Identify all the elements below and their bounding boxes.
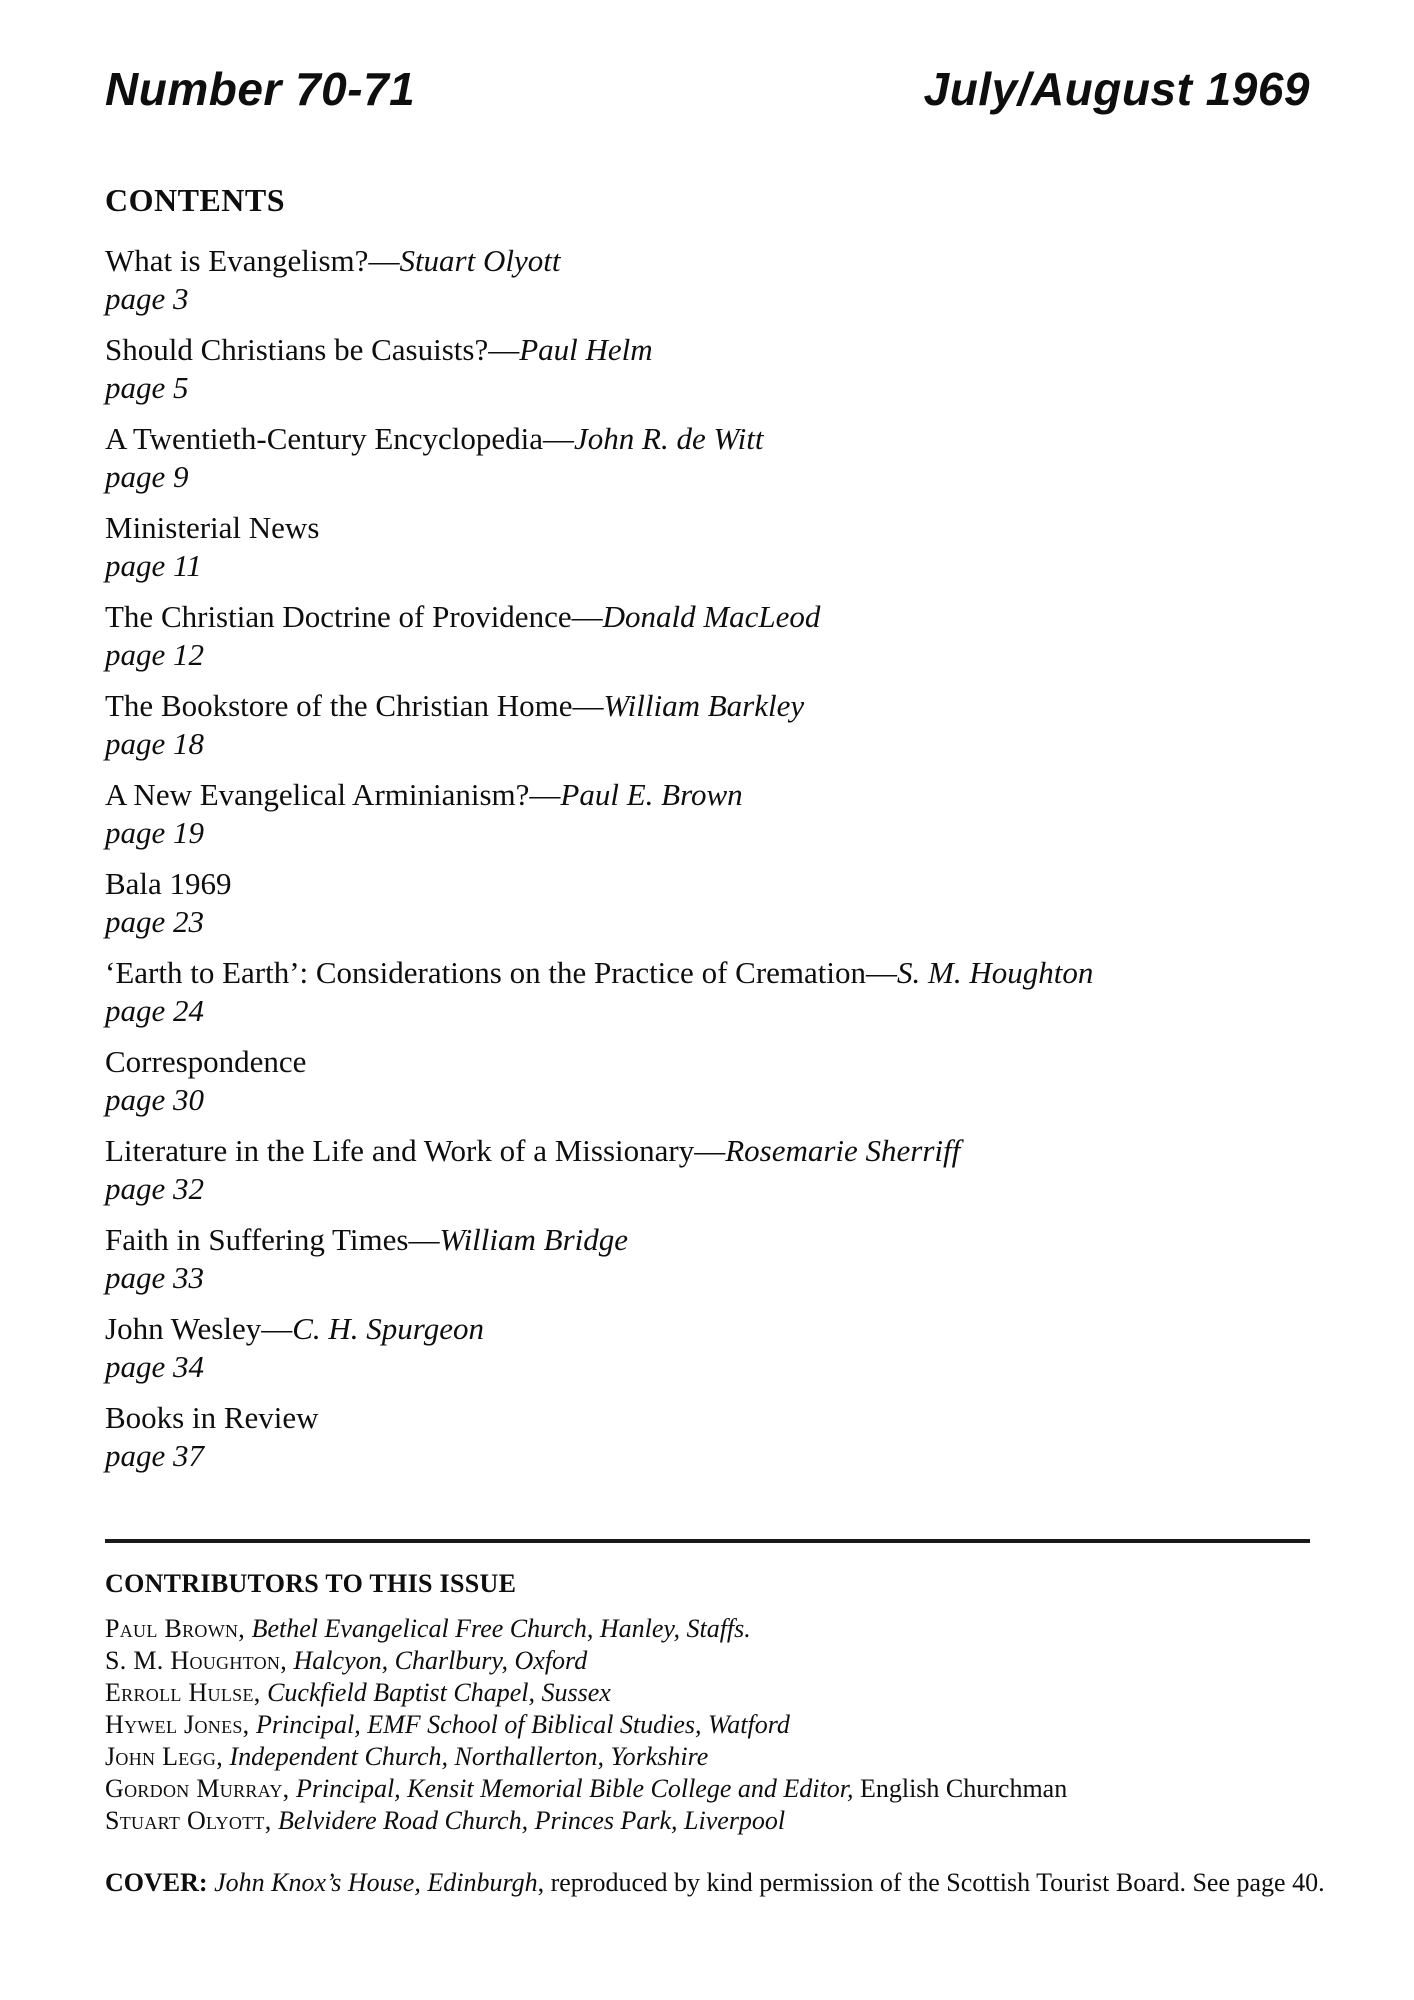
contributor-details: Halcyon, Charlbury, Oxford [293, 1646, 588, 1675]
contributors-heading: CONTRIBUTORS TO THIS ISSUE [105, 1569, 517, 1598]
contributor-name: Gordon Murray, [105, 1774, 290, 1803]
issue-date: July/August 1969 [923, 63, 1310, 115]
toc-entry [105, 509, 1310, 585]
em-dash: — [571, 599, 603, 634]
cover-note [105, 1867, 1325, 1899]
toc-entry-title [105, 509, 1310, 547]
toc-entry-page: page 32 [105, 1171, 205, 1206]
toc-entry-title [105, 1399, 1310, 1437]
toc-entry [105, 954, 1310, 1030]
article-author: Paul Helm [519, 332, 653, 367]
article-title: A Twentieth-Century Encyclopedia [105, 421, 544, 456]
toc-entry-title [105, 1132, 1310, 1170]
toc-entry-title [105, 1043, 1310, 1081]
toc-entry [105, 1132, 1310, 1208]
toc-entry-page: page 33 [105, 1260, 205, 1295]
contributor-details: Bethel Evangelical Free Church, Hanley, Staffs. [251, 1614, 751, 1643]
toc-entry-title [105, 954, 1310, 992]
article-author: Stuart Olyott [399, 243, 561, 278]
article-author: C. H. Spurgeon [292, 1311, 484, 1346]
section-divider-rule [105, 1539, 1310, 1543]
toc-entry-page: page 34 [105, 1349, 205, 1384]
article-title: Faith in Suffering Times [105, 1222, 409, 1257]
contributor-line [105, 1741, 1310, 1773]
contributor-line [105, 1645, 1310, 1677]
article-title: A New Evangelical Arminianism? [105, 777, 530, 812]
contributor-name: Hywel Jones, [105, 1710, 250, 1739]
toc-entry-page: page 11 [105, 548, 202, 583]
toc-entry [105, 420, 1310, 496]
article-title: Books in Review [105, 1400, 319, 1435]
masthead [105, 63, 1310, 115]
contributor-line [105, 1709, 1310, 1741]
article-author: John R. de Witt [574, 421, 764, 456]
em-dash: — [368, 243, 400, 278]
em-dash: — [866, 955, 897, 990]
article-title: Should Christians be Casuists? [105, 332, 489, 367]
article-author: S. M. Houghton [897, 955, 1094, 990]
table-of-contents [105, 242, 1310, 1475]
contributor-line [105, 1805, 1310, 1837]
toc-entry-title [105, 1310, 1310, 1348]
toc-entry-title [105, 331, 1310, 369]
issue-number: Number 70-71 [105, 63, 416, 115]
toc-entry-page: page 23 [105, 904, 205, 939]
toc-entry-title [105, 420, 1310, 458]
toc-entry [105, 598, 1310, 674]
toc-entry-page: page 30 [105, 1082, 205, 1117]
toc-entry [105, 1399, 1310, 1475]
toc-entry-page: page 5 [105, 370, 189, 405]
toc-entry-page: page 37 [105, 1438, 205, 1473]
article-author: Paul E. Brown [560, 777, 743, 812]
toc-entry-page: page 9 [105, 459, 189, 494]
contributor-details: Independent Church, Northallerton, Yorkshire [229, 1742, 709, 1771]
article-author: Donald MacLeod [602, 599, 821, 634]
article-title: The Bookstore of the Christian Home [105, 688, 573, 723]
contributor-name: S. M. Houghton, [105, 1646, 288, 1675]
toc-entry-page: page 3 [105, 281, 189, 316]
toc-entry [105, 687, 1310, 763]
em-dash: — [261, 1311, 293, 1346]
toc-entry [105, 331, 1310, 407]
toc-entry-title [105, 1221, 1310, 1259]
contributor-suffix: English Churchman [859, 1774, 1068, 1803]
em-dash: — [488, 332, 520, 367]
contributor-details: Principal, EMF School of Biblical Studies, Watford [255, 1710, 790, 1739]
contributor-line [105, 1773, 1310, 1805]
toc-entry-title [105, 598, 1310, 636]
article-author: Rosemarie Sherriff [725, 1133, 961, 1168]
article-author: William Bridge [439, 1222, 629, 1257]
toc-entry [105, 242, 1310, 318]
toc-entry-title [105, 242, 1310, 280]
article-title: Correspondence [105, 1044, 307, 1079]
article-title: ‘Earth to Earth’: Considerations on the Practice of Cremation [105, 955, 866, 990]
cover-label: COVER: [105, 1868, 208, 1897]
cover-subject: John Knox’s House, Edinburgh [214, 1868, 538, 1897]
toc-entry [105, 1043, 1310, 1119]
toc-entry [105, 1310, 1310, 1386]
toc-entry-page: page 18 [105, 726, 205, 761]
contributor-details: Belvidere Road Church, Princes Park, Liverpool [278, 1806, 786, 1835]
toc-entry-title [105, 865, 1310, 903]
toc-entry [105, 1221, 1310, 1297]
cover-rest: , reproduced by kind permission of the Scottish Tourist Board. See page 40. [537, 1868, 1325, 1897]
em-dash: — [529, 777, 561, 812]
contributor-line [105, 1677, 1310, 1709]
toc-entry [105, 776, 1310, 852]
article-title: What is Evangelism? [105, 243, 369, 278]
article-title: John Wesley [105, 1311, 262, 1346]
contributor-details: Cuckfield Baptist Chapel, Sussex [267, 1678, 611, 1707]
toc-entry-title [105, 776, 1310, 814]
toc-entry [105, 865, 1310, 941]
contributor-details: Principal, Kensit Memorial Bible College and Editor, [295, 1774, 854, 1803]
toc-entry-page: page 24 [105, 993, 205, 1028]
em-dash: — [572, 688, 604, 723]
contributor-name: John Legg, [105, 1742, 223, 1771]
em-dash: — [694, 1133, 726, 1168]
article-title: Literature in the Life and Work of a Missionary [105, 1133, 695, 1168]
toc-entry-page: page 19 [105, 815, 205, 850]
contributors-list [105, 1613, 1310, 1837]
em-dash: — [408, 1222, 440, 1257]
em-dash: — [543, 421, 575, 456]
article-title: Ministerial News [105, 510, 320, 545]
contributor-name: Stuart Olyott, [105, 1806, 272, 1835]
toc-entry-page: page 12 [105, 637, 205, 672]
article-title: The Christian Doctrine of Providence [105, 599, 572, 634]
contents-heading: CONTENTS [105, 182, 286, 218]
contributor-line [105, 1613, 1310, 1645]
article-title: Bala 1969 [105, 866, 232, 901]
toc-entry-title [105, 687, 1310, 725]
contributor-name: Paul Brown, [105, 1614, 246, 1643]
contributor-name: Erroll Hulse, [105, 1678, 261, 1707]
article-author: William Barkley [603, 688, 805, 723]
